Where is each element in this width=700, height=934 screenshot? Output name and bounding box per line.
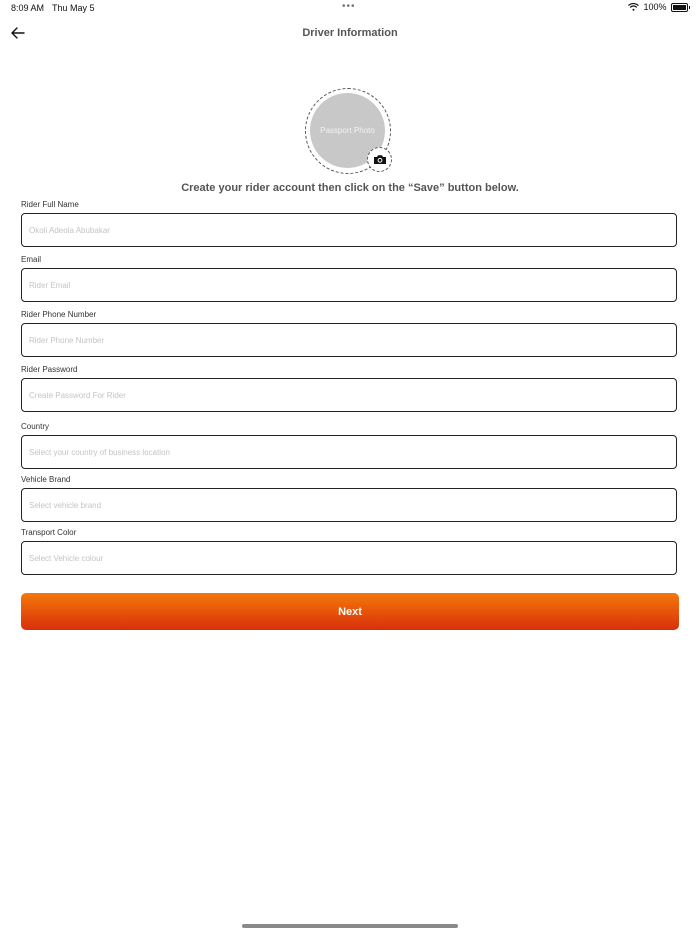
phone-field[interactable] <box>21 323 677 357</box>
transport-color-select[interactable] <box>21 541 677 575</box>
home-indicator[interactable] <box>242 924 458 928</box>
full-name-placeholder: Okoli Adeola Abubakar <box>29 225 110 235</box>
phone-label: Rider Phone Number <box>21 310 97 319</box>
password-field[interactable] <box>21 378 677 412</box>
nav-bar <box>0 22 700 46</box>
next-button[interactable]: Next <box>21 593 679 630</box>
email-placeholder: Rider Email <box>29 280 71 290</box>
country-select[interactable] <box>21 435 677 469</box>
transport-color-label: Transport Color <box>21 528 77 537</box>
battery-icon <box>671 3 688 12</box>
avatar-placeholder: Passport Photo <box>310 93 385 168</box>
wifi-icon <box>628 3 639 11</box>
page-title: Driver Information <box>302 27 398 39</box>
status-right <box>628 2 690 12</box>
email-field[interactable] <box>21 268 677 302</box>
vehicle-brand-select[interactable] <box>21 488 677 522</box>
passport-photo-upload[interactable] <box>305 88 393 176</box>
transport-color-placeholder: Select Vehicle colour <box>29 553 104 563</box>
battery-cap <box>689 6 691 9</box>
vehicle-brand-label: Vehicle Brand <box>21 475 71 484</box>
status-time: 8:09 AM <box>11 3 45 13</box>
full-name-field[interactable] <box>21 213 677 247</box>
camera-icon <box>373 154 387 165</box>
country-placeholder: Select your country of business location <box>29 447 170 457</box>
country-label: Country <box>21 422 50 431</box>
status-date: Thu May 5 <box>52 3 95 13</box>
email-label: Email <box>21 255 42 264</box>
status-bar <box>0 0 700 18</box>
full-name-label: Rider Full Name <box>21 200 79 209</box>
multitasking-dots-icon[interactable]: ••• <box>342 1 356 12</box>
phone-placeholder: Rider Phone Number <box>29 335 105 345</box>
camera-button[interactable] <box>367 147 392 172</box>
password-label: Rider Password <box>21 365 78 374</box>
battery-percent: 100% <box>643 2 667 12</box>
password-placeholder: Create Password For Rider <box>29 390 126 400</box>
instruction-text: Create your rider account then click on the “Save” button below. <box>181 182 519 194</box>
vehicle-brand-placeholder: Select vehicle brand <box>29 500 102 510</box>
